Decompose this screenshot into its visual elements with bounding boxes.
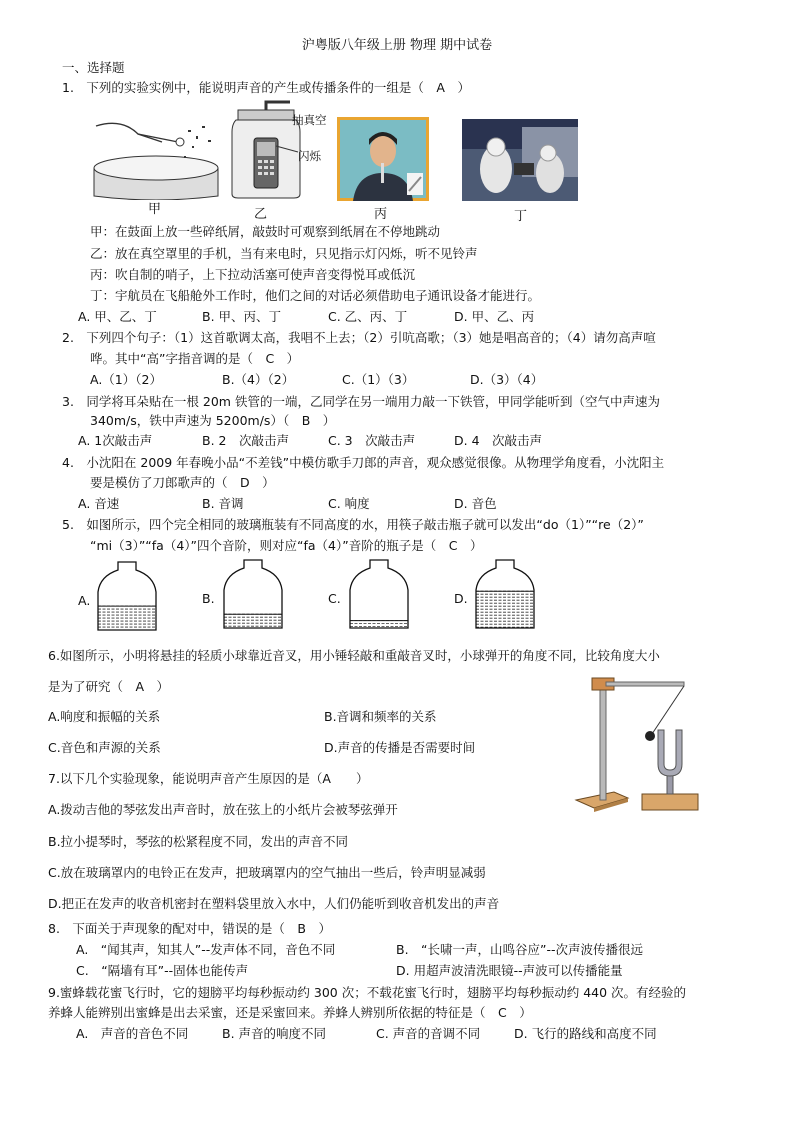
q8-option-c: C. “隔墙有耳”--固体也能传声 xyxy=(76,963,249,978)
vacuum-label: 抽真空 xyxy=(292,113,327,127)
q6-option-b: B.音调和频率的关系 xyxy=(324,709,437,724)
q1-stem: 1. 下列的实验实例中，能说明声音的产生或传播条件的一组是（ A ） xyxy=(62,80,470,95)
q1-option-b: B. 甲、丙、丁 xyxy=(202,309,282,324)
q3-line1: 3. 同学将耳朵贴在一根 20m 铁管的一端，乙同学在另一端用力敲一下铁管，甲同学能听到（空气中声速为 xyxy=(62,394,660,409)
caption-bing: 丙 xyxy=(374,207,388,222)
q1-line-bing: 丙：吹自制的哨子，上下拉动活塞可使声音变得悦耳或低沉 xyxy=(90,267,416,282)
bottle-outline xyxy=(350,560,408,628)
q3-option-a: A. 1次敲击声 xyxy=(78,433,153,448)
q6-option-a: A.响度和振幅的关系 xyxy=(48,709,161,724)
bottle-b xyxy=(222,558,284,630)
q1-line-yi: 乙：放在真空罩里的手机，当有来电时，只见指示灯闪烁，听不见铃声 xyxy=(90,246,478,261)
bottle-c-label: C. xyxy=(328,591,341,606)
q1-line-ding: 丁：宇航员在飞船舱外工作时，他们之间的对话必须借助电子通讯设备才能进行。 xyxy=(90,288,541,303)
q9-option-d: D. 飞行的路线和高度不同 xyxy=(514,1026,657,1041)
q2-option-b: B.（4）（2） xyxy=(222,372,295,387)
caption-jia: 甲 xyxy=(148,202,162,217)
bottle-water xyxy=(476,591,534,627)
bottle-water xyxy=(224,614,282,626)
q9-option-a: A. 声音的音色不同 xyxy=(76,1026,189,1041)
q3-option-d: D. 4 次敲击声 xyxy=(454,433,543,448)
whistle-boy-image xyxy=(337,117,429,201)
bottle-a xyxy=(96,560,158,632)
q5-line1: 5. 如图所示，四个完全相同的玻璃瓶装有不同高度的水，用筷子敲击瓶子就可以发出“do（1）”“re（2）” xyxy=(62,517,644,532)
bottle-outline xyxy=(98,562,156,630)
bottle-d xyxy=(474,558,536,630)
q7-option-c: C.放在玻璃罩内的电铃正在发声，把玻璃罩内的空气抽出一些后，铃声明显减弱 xyxy=(48,865,486,880)
page-title: 沪粤版八年级上册 物理 期中试卷 xyxy=(301,38,493,53)
bottle-a-label: A. xyxy=(78,593,91,608)
q3-line2: 340m/s，铁中声速为 5200m/s）（ B ） xyxy=(90,413,336,428)
q6-line2: 是为了研究（ A ） xyxy=(48,679,170,694)
tuning-fork-apparatus-image xyxy=(574,672,714,816)
q9-option-b: B. 声音的响度不同 xyxy=(222,1026,327,1041)
q7-option-a: A.拨动吉他的琴弦发出声音时，放在弦上的小纸片会被琴弦弹开 xyxy=(48,802,398,817)
q6-line1: 6.如图所示，小明将悬挂的轻质小球靠近音叉，用小锤轻敲和重敲音叉时，小球弹开的角度不同，比较角度大小 xyxy=(48,648,660,663)
bottle-b-label: B. xyxy=(202,591,215,606)
q4-option-a: A. 音速 xyxy=(78,496,120,511)
flash-label: 闪烁 xyxy=(298,149,321,163)
q7-option-b: B.拉小提琴时，琴弦的松紧程度不同，发出的声音不同 xyxy=(48,834,349,849)
q4-option-b: B. 音调 xyxy=(202,496,244,511)
q2-option-c: C.（1）（3） xyxy=(342,372,415,387)
q1-option-c: C. 乙、丙、丁 xyxy=(328,309,408,324)
q2-option-a: A.（1）（2） xyxy=(90,372,162,387)
q8-stem: 8. 下面关于声现象的配对中，错误的是（ B ） xyxy=(48,921,332,936)
q9-option-c: C. 声音的音调不同 xyxy=(376,1026,481,1041)
q2-option-d: D.（3）（4） xyxy=(470,372,544,387)
q8-option-a: A. “闻其声，知其人”--发声体不同，音色不同 xyxy=(76,942,336,957)
q9-line2: 养蜂人能辨别出蜜蜂是出去采蜜，还是采蜜回来。养蜂人辨别所依据的特征是（ C ） xyxy=(48,1005,532,1020)
q8-option-d: D. 用超声波清洗眼镜--声波可以传播能量 xyxy=(396,963,623,978)
astronauts-image xyxy=(462,119,578,201)
q1-line-jia: 甲：在鼓面上放一些碎纸屑，敲鼓时可观察到纸屑在不停地跳动 xyxy=(90,224,441,239)
section-heading: 一、选择题 xyxy=(62,60,125,75)
q8-option-b: B. “长啸一声，山鸣谷应”--次声波传播很远 xyxy=(396,942,644,957)
q4-line1: 4. 小沈阳在 2009 年春晚小品“不差钱”中模仿歌手刀郎的声音，观众感觉很像。从物理学角度看，小沈阳主 xyxy=(62,455,665,470)
q4-line2: 要是模仿了刀郎歌声的（ D ） xyxy=(90,475,275,490)
bottle-d-label: D. xyxy=(454,591,468,606)
q1-option-d: D. 甲、乙、丙 xyxy=(454,309,535,324)
q6-option-c: C.音色和声源的关系 xyxy=(48,740,161,755)
q1-option-a: A. 甲、乙、丁 xyxy=(78,309,157,324)
q7-stem: 7.以下几个实验现象，能说明声音产生原因的是（A ） xyxy=(48,771,369,786)
bottle-water xyxy=(350,621,408,627)
bottle-c xyxy=(348,558,410,630)
q2-line1: 2. 下列四个句子：（1）这首歌调太高，我唱不上去；（2）引吭高歌；（3）她是唱高音的；（4）请勿高声喧 xyxy=(62,330,656,345)
caption-yi: 乙 xyxy=(254,207,268,222)
q7-option-d: D.把正在发声的收音机密封在塑料袋里放入水中，人们仍能听到收音机发出的声音 xyxy=(48,896,500,911)
q5-line2: “mi（3）”“fa（4）”四个音阶，则对应“fa（4）”音阶的瓶子是（ C ） xyxy=(90,538,483,553)
q9-line1: 9.蜜蜂载花蜜飞行时，它的翅膀平均每秒振动约 300 次；不载花蜜飞行时，翅膀平均每秒振动约 440 次。有经验的 xyxy=(48,985,687,1000)
q3-option-c: C. 3 次敲击声 xyxy=(328,433,416,448)
q2-line2: 哗。其中“高”字指音调的是（ C ） xyxy=(90,351,300,366)
bottle-water xyxy=(98,606,156,627)
q6-option-d: D.声音的传播是否需要时间 xyxy=(324,740,476,755)
bottle-outline xyxy=(224,560,282,628)
drum-experiment-image xyxy=(92,112,220,200)
caption-ding: 丁 xyxy=(514,209,528,224)
q4-option-c: C. 响度 xyxy=(328,496,370,511)
q3-option-b: B. 2 次敲击声 xyxy=(202,433,289,448)
q4-option-d: D. 音色 xyxy=(454,496,497,511)
